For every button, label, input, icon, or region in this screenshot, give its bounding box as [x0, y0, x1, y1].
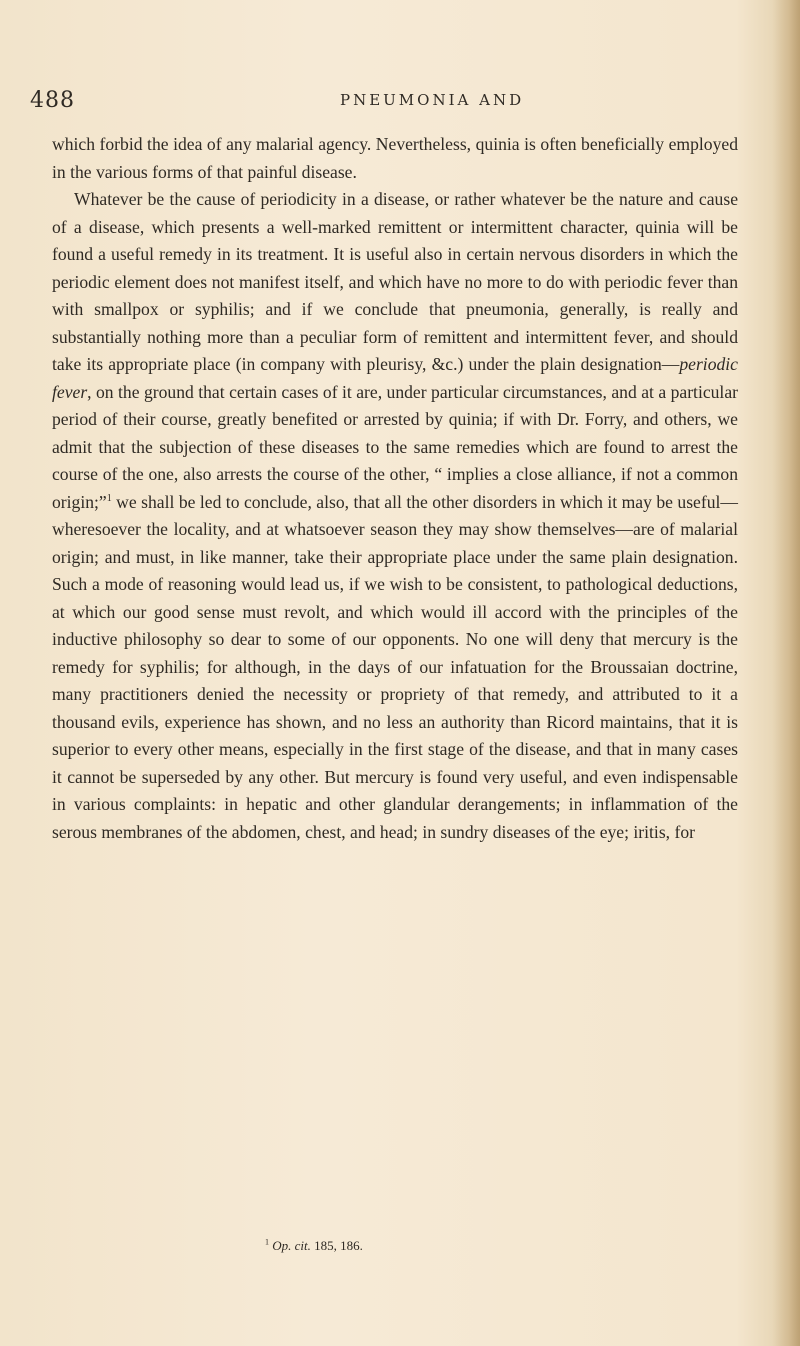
page-edge-shadow	[772, 0, 800, 1346]
footnote-citation: Op. cit.	[272, 1238, 311, 1253]
footnote-marker: 1	[265, 1237, 269, 1247]
paragraph-2	[52, 186, 738, 846]
paragraph-2-continued-a: , on the ground that certain cases of it are, under particular circumstances, and at a particular period of their course, greatly benefited or arrested by quinia; if with Dr. Forry, and others, we admit that the subjection of these diseases to the same remedies which are found to arrest the course of the one, also arrests the course of the other, “ implies a close alliance, if not a common origin;”	[52, 381, 738, 512]
footnote-reference: 1	[106, 492, 112, 504]
paragraph-1: which forbid the idea of any malarial agency. Nevertheless, quinia is often beneficially employed in the various forms of that painful disease.	[52, 134, 738, 182]
running-head: PNEUMONIA AND	[340, 91, 525, 109]
italic-term: periodic fever	[52, 354, 738, 402]
paragraph-2-continued-b: we shall be led to conclude, also, that all the other disorders in which it may be useful—wheresoever the locality, and at whatsoever season they may show themselves—are of malarial origin; and must, in like manner, take their appropriate place under the same plain designation. Such a mode of reasoning would lead us, if we wish to be consistent, to pathological deductions, at which our good sense must revolt, and which would ill accord with the principles of the inductive philosophy so dear to some of our opponents. No one will deny that mercury is the remedy for syphilis; for although, in the days of our infatuation for the Broussaian doctrine, many practitioners denied the necessity or propriety of that remedy, and attributed to it a thousand evils, experience has shown, and no less an authority than Ricord maintains, that it is superior to every other means, especially in the first stage of the disease, and that in many cases it cannot be superseded by any other. But mercury is found very useful, and even indispensable in various complaints: in hepatic and other glandular derangements; in inflammation of the serous membranes of the abdomen, chest, and head; in sundry diseases of the eye; iritis, for	[52, 491, 738, 842]
footnote-pages: 185, 186.	[310, 1238, 363, 1253]
footnote	[265, 1238, 363, 1254]
body-text	[52, 131, 738, 846]
paragraph-2-text: Whatever be the cause of periodicity in a disease, or rather whatever be the nature and cause of a disease, which presents a well-marked remittent or intermittent character, quinia will be found a useful remedy in its treatment. It is useful also in certain nervous disorders in which the periodic element does not manifest itself, and which have no more to do with periodic fever than with smallpox or syphilis; and if we conclude that pneumonia, generally, is really and substantially nothing more than a peculiar form of remittent and intermittent fever, and should take its appropriate place (in company with pleurisy, &c.) under the plain designation—	[52, 189, 738, 374]
page-header	[30, 88, 760, 116]
page-number: 488	[30, 88, 75, 113]
